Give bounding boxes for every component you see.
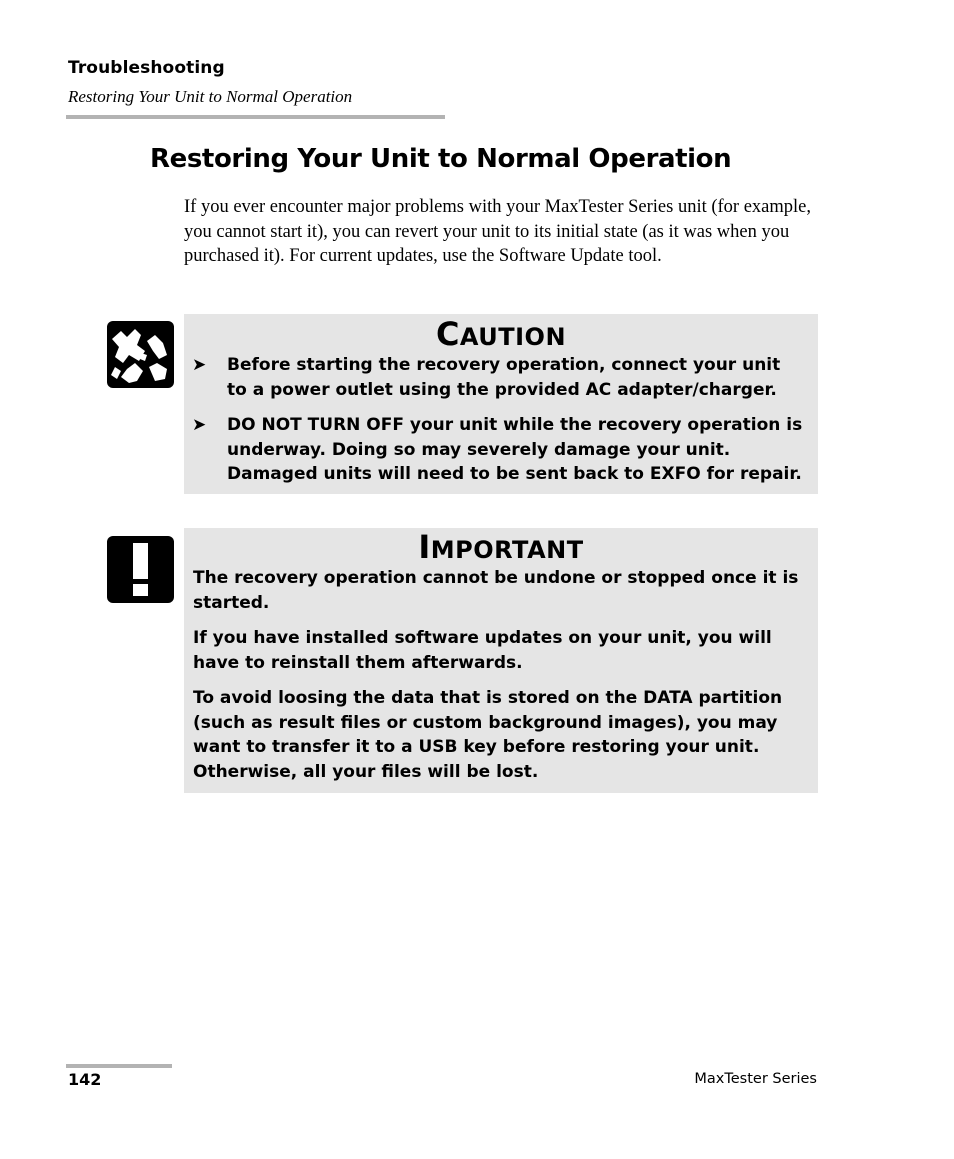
caution-heading [184,314,818,353]
header-divider [66,115,445,119]
important-heading-rest: MPORTANT [430,536,584,564]
list-item [184,353,818,402]
arrow-bullet-icon: ➤ [192,355,207,375]
running-header-chapter: Troubleshooting [68,58,225,78]
caution-item-text: Before starting the recovery operation, connect your unit to a power outlet using the provided AC adapter/charger. [227,355,781,400]
important-heading-initial: I [418,528,431,566]
caution-item-text: DO NOT TURN OFF your unit while the recovery operation is underway. Doing so may severely damage your unit. Damaged units will need to be sent back to EXFO for repair. [227,415,803,484]
exclamation-icon [107,536,174,603]
running-header-section: Restoring Your Unit to Normal Operation [68,87,353,106]
caution-icon [107,321,174,388]
footer-product-name: MaxTester Series [694,1071,817,1087]
caution-heading-rest: AUTION [459,323,567,351]
caution-box [184,314,818,494]
important-paragraph: The recovery operation cannot be undone or stopped once it is started. [193,568,799,613]
caution-heading-initial: C [435,315,460,353]
list-item [184,413,818,487]
page-title: Restoring Your Unit to Normal Operation [150,144,732,174]
important-heading [184,528,818,566]
important-box [184,528,818,793]
important-paragraph: To avoid loosing the data that is stored on the DATA partition (such as result files or custom background images), you may want to transfer it to a USB key before restoring your unit. Otherwise, all your files will be lost. [193,688,783,782]
arrow-bullet-icon: ➤ [192,415,207,435]
intro-paragraph: If you ever encounter major problems with your MaxTester Series unit (for example, you cannot start it), you can revert your unit to its initial state (as it was when you purchased it). For current updates, use the Software Update tool. [184,197,811,266]
page-number: 142 [68,1070,102,1089]
footer-divider [66,1064,172,1068]
caution-list [184,353,818,487]
important-paragraph: If you have installed software updates on your unit, you will have to reinstall them afterwards. [193,628,772,673]
